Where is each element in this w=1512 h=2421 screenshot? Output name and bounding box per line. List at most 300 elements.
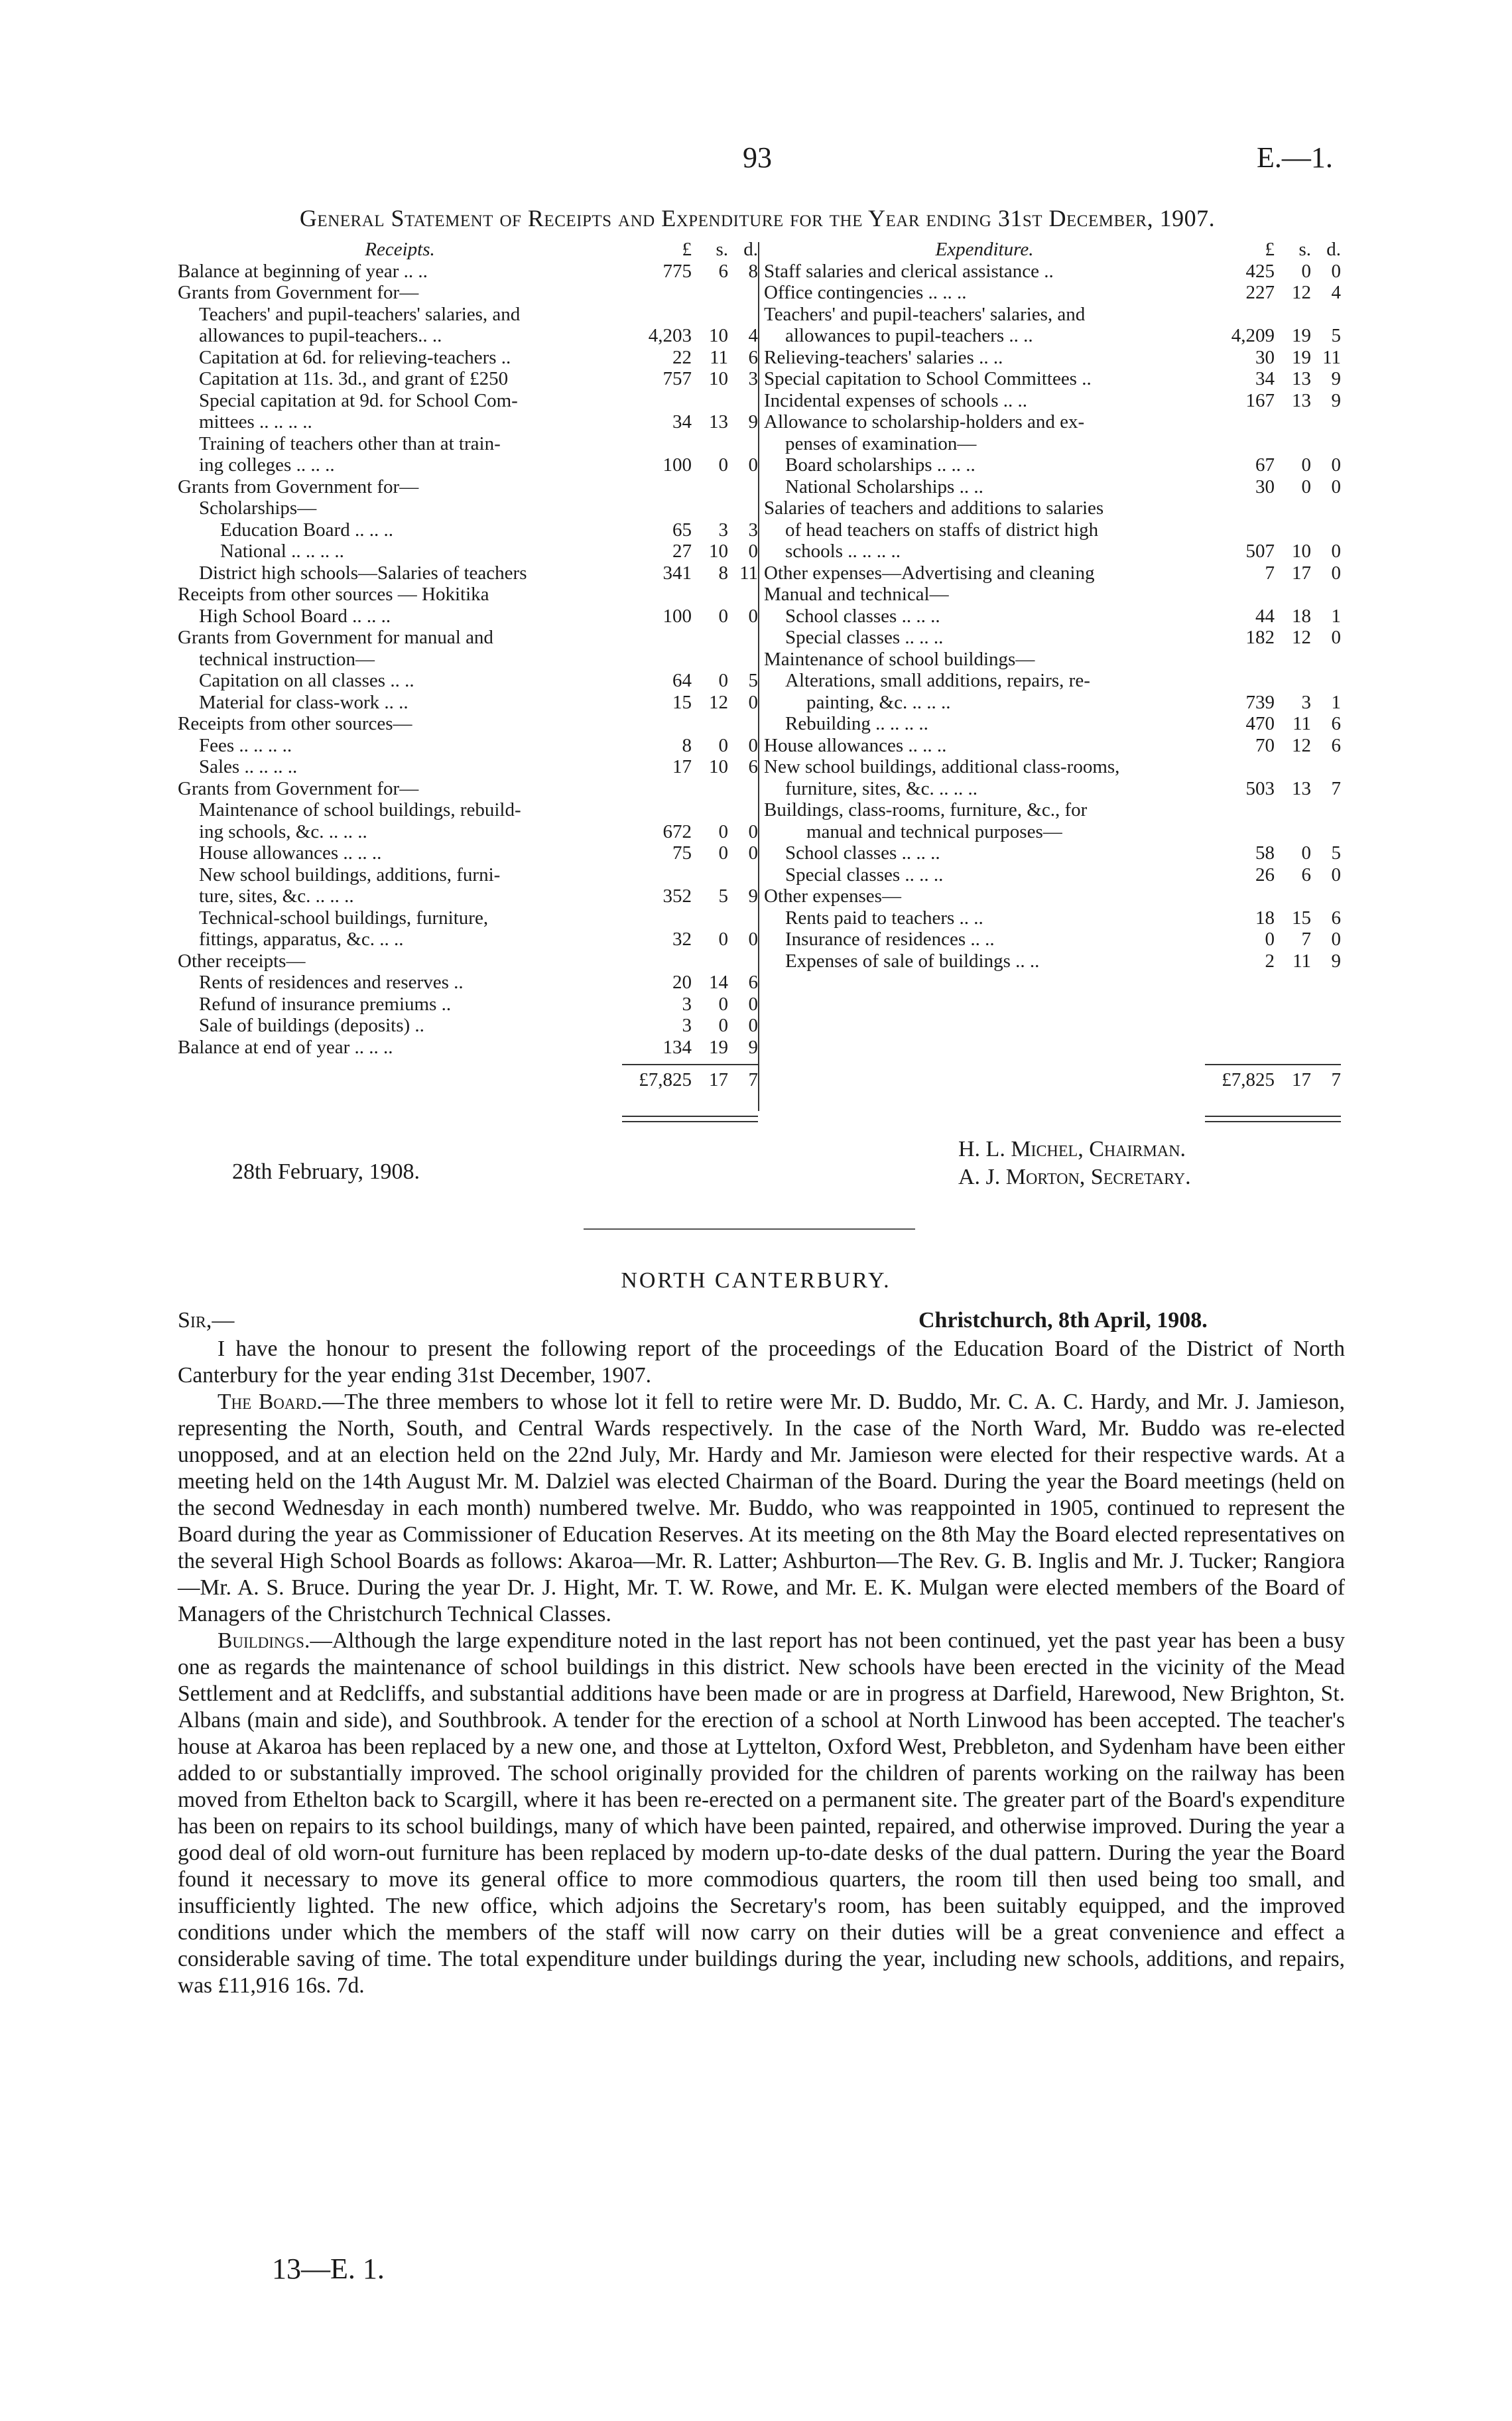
ledger-label: Technical-school buildings, furniture,	[199, 907, 489, 929]
amount-pounds: 17	[672, 756, 692, 777]
amount-shillings: 10	[709, 541, 728, 562]
paragraph-text: I have the honour to present the following report of the proceedings of the Education Board of the District of North Canterbury for the year ending 31st December, 1907.	[178, 1337, 1345, 1388]
amount-pounds: 34	[1255, 368, 1275, 389]
secretary-signature: A. J. Morton, Secretary.	[958, 1165, 1191, 1189]
amount-pence: 9	[748, 1036, 758, 1058]
amount-pence: 0	[748, 691, 758, 713]
ledger-label: Rents paid to teachers .. ..	[785, 907, 983, 929]
total-pence: 7	[748, 1069, 758, 1090]
ledger-row	[178, 454, 758, 476]
ledger-row	[764, 713, 1341, 735]
ledger-label: Sales .. .. .. ..	[199, 756, 298, 777]
ledger-row	[764, 562, 1341, 584]
paragraph-text: —The three members to whose lot it fell to retire were Mr. D. Buddo, Mr. C. A. C. Hardy, and Mr. J. Jamieson, representing the North, South, and Central Wards respectively. In the case of the North Ward, Mr. Buddo was re-elected unopposed, and at an election held on the 22nd July, Mr. Hardy and Mr. Jamieson were elected for their respective wards. At a meeting held on the 14th August Mr. M. Dalziel was elected Chairman of the Board. During the year the Board meetings (held on the second Wednesday in each month) numbered twelve. Mr. Buddo, who was reappointed in 1905, continued to represent the Board during the year as Commissioner of Education Reserves. At its meeting on the 8th May the Board elected representatives on the several High School Boards as follows: Akaroa—Mr. R. Latter; Ashburton—The Rev. G. B. Inglis and Mr. J. Tucker; Rangiora—Mr. A. S. Bruce. During the year Dr. J. Hight, Mr. T. W. Rowe, and Mr. E. K. Mulgan were elected members of the Board of Managers of the Christchurch Technical Classes.	[178, 1390, 1345, 1626]
amount-shillings: 8	[718, 562, 728, 584]
amount-pounds: 22	[672, 346, 692, 368]
amount-shillings: 13	[709, 411, 728, 432]
paragraph-lead: Buildings.	[218, 1628, 310, 1653]
amount-pence: 8	[748, 260, 758, 282]
amount-pounds: 341	[662, 562, 692, 584]
amount-pence: 0	[1331, 627, 1341, 648]
shillings-header: s.	[1298, 239, 1311, 260]
expenditure-rows	[764, 261, 1341, 972]
ledger-label: allowances to pupil-teachers.. ..	[199, 325, 442, 346]
amount-shillings: 10	[709, 325, 728, 346]
amount-pounds: 167	[1245, 389, 1275, 411]
amount-pence: 0	[1331, 260, 1341, 282]
letter-dateline: Christchurch, 8th April, 1908.	[918, 1308, 1208, 1333]
amount-shillings: 17	[1292, 562, 1311, 584]
report-body	[178, 1336, 1345, 1999]
amount-pence: 0	[748, 929, 758, 950]
expenditure-total-rule	[1205, 1064, 1341, 1065]
amount-shillings: 11	[710, 346, 728, 368]
amount-pence: 6	[748, 346, 758, 368]
ledger-row	[178, 972, 758, 994]
ledger-label: Alterations, small additions, repairs, re-	[785, 670, 1090, 691]
paragraph-text: —Although the large expenditure noted in the last report has not been continued, yet the past year has been a busy one as regards the maintenance of school buildings in this district. New schools have been erected in the vicinity of the Mead Settlement and at Redcliffs, and substantial additions have been made or are in progress at Darfield, Harewood, New Brighton, St. Albans (main and side), and Southbrook. A tender for the erection of a school at North Linwood has been accepted. The teacher's house at Akaroa has been replaced by a new one, and those at Lyttelton, Oxford West, Prebbleton, and Sydenham have been either added to or substantially improved. The school originally provided for the children of parents working on the railway has been moved from Ethelton back to Scargill, where it has been re-erected on a permanent site. The greater part of the Board's expenditure has been on repairs to its school buildings, many of which have been painted, repaired, and otherwise improved. During the year a good deal of old worn-out furniture has been replaced by modern up-to-date desks of the dual pattern. During the year the Board found it necessary to move its general office to more commodious quarters, the room till then used being too small, and insufficiently lighted. The new office, which adjoins the Secretary's room, has been suitably equipped, and the improved conditions under which the members of the staff will now carry on their duties will be a great convenience and effect a considerable saving of time. The total expenditure under buildings during the year, including new schools, additions, and repairs, was £11,916 16s. 7d.	[178, 1628, 1345, 1998]
amount-shillings: 0	[1301, 476, 1311, 497]
ledger-row	[178, 627, 758, 649]
page-reference: E.—1.	[1257, 141, 1333, 174]
amount-pence: 4	[1331, 282, 1341, 303]
ledger-row	[178, 929, 758, 950]
ledger-label: schools .. .. .. ..	[785, 541, 901, 562]
amount-pence: 7	[1331, 777, 1341, 799]
expenditure-column	[764, 239, 1341, 972]
amount-pence: 1	[1331, 605, 1341, 627]
ledger-label: Capitation at 11s. 3d., and grant of £250	[199, 368, 509, 389]
ledger-row	[178, 304, 758, 326]
amount-pence: 3	[748, 519, 758, 541]
signature-block	[958, 1136, 1191, 1191]
amount-shillings: 12	[1292, 627, 1311, 648]
ledger-row	[764, 735, 1341, 757]
amount-pounds: 67	[1255, 454, 1275, 476]
ledger-label: Expenses of sale of buildings .. ..	[785, 950, 1040, 972]
ledger-label: Salaries of teachers and additions to salaries	[764, 497, 1104, 519]
ledger-label: Fees .. .. .. ..	[199, 734, 292, 756]
ledger-label: Board scholarships .. .. ..	[785, 454, 976, 476]
amount-pence: 5	[748, 670, 758, 691]
amount-pence: 6	[748, 756, 758, 777]
ledger-label: Staff salaries and clerical assistance ..	[764, 260, 1054, 282]
ledger-label: Special capitation to School Committees ..	[764, 368, 1092, 389]
ledger-row	[178, 584, 758, 606]
ledger-label: Special classes .. .. ..	[785, 627, 944, 648]
section-heading: NORTH CANTERBURY.	[621, 1268, 891, 1293]
ledger-row	[764, 497, 1341, 519]
ledger-row	[178, 411, 758, 433]
amount-pounds: 100	[662, 605, 692, 627]
amount-pounds: 64	[672, 670, 692, 691]
ledger-label: Sale of buildings (deposits) ..	[199, 1015, 424, 1036]
ledger-label: New school buildings, additional class-rooms,	[764, 756, 1120, 777]
total-pence: 7	[1331, 1069, 1341, 1090]
amount-pounds: 4,209	[1231, 325, 1275, 346]
amount-shillings: 13	[1292, 777, 1311, 799]
pounds-header: £	[682, 239, 692, 260]
ledger-row	[178, 368, 758, 390]
amount-pence: 0	[748, 820, 758, 842]
amount-shillings: 0	[718, 1015, 728, 1036]
amount-shillings: 0	[718, 820, 728, 842]
amount-shillings: 11	[1292, 713, 1311, 734]
amount-pounds: 30	[1255, 346, 1275, 368]
ledger-label: Special capitation at 9d. for School Com-	[199, 389, 518, 411]
amount-shillings: 7	[1301, 929, 1311, 950]
ledger-row	[764, 454, 1341, 476]
receipts-double-rule	[622, 1116, 758, 1117]
ledger-label: Capitation at 6d. for relieving-teachers ..	[199, 346, 511, 368]
ledger-label: fittings, apparatus, &c. .. ..	[199, 929, 404, 950]
ledger-label: Receipts from other sources—	[178, 713, 412, 734]
amount-pence: 6	[1331, 713, 1341, 734]
ledger-row	[178, 756, 758, 778]
ledger-row	[178, 476, 758, 498]
amount-pounds: 182	[1245, 627, 1275, 648]
ledger-label: House allowances .. .. ..	[199, 842, 382, 864]
ledger-label: technical instruction—	[199, 648, 375, 670]
ledger-row	[178, 735, 758, 757]
ledger-row	[764, 778, 1341, 800]
amount-pence: 5	[1331, 325, 1341, 346]
ledger-label: Training of teachers other than at train-	[199, 432, 501, 454]
ledger-label: Other expenses—Advertising and cleaning	[764, 562, 1095, 584]
ledger-row	[178, 433, 758, 455]
amount-shillings: 18	[1292, 605, 1311, 627]
amount-pounds: 30	[1255, 476, 1275, 497]
amount-pounds: 0	[1265, 929, 1275, 950]
amount-shillings: 3	[1301, 691, 1311, 713]
amount-pounds: 26	[1255, 864, 1275, 885]
amount-shillings: 19	[1292, 325, 1311, 346]
amount-pence: 0	[748, 734, 758, 756]
amount-pounds: 775	[662, 260, 692, 282]
ledger-row	[764, 519, 1341, 541]
shillings-header: s.	[716, 239, 728, 260]
ledger-label: Grants from Government for—	[178, 777, 419, 799]
expenditure-header	[764, 239, 1341, 261]
ledger-label: Maintenance of school buildings, rebuild-	[199, 799, 521, 820]
ledger-label: House allowances .. .. ..	[764, 734, 947, 756]
ledger-row	[764, 649, 1341, 671]
expenditure-heading: Expenditure.	[935, 239, 1034, 260]
page-number: 93	[743, 141, 772, 174]
amount-shillings: 13	[1292, 368, 1311, 389]
ledger-row	[178, 778, 758, 800]
total-shillings: 17	[1292, 1069, 1311, 1090]
ledger-row	[764, 950, 1341, 972]
amount-shillings: 3	[718, 519, 728, 541]
ledger-label: ing schools, &c. .. .. ..	[199, 820, 367, 842]
amount-pence: 0	[748, 605, 758, 627]
pence-header: d.	[1326, 239, 1341, 260]
ledger-label: Receipts from other sources — Hokitika	[178, 584, 489, 605]
amount-shillings: 6	[718, 260, 728, 282]
ledger-row	[764, 627, 1341, 649]
ledger-label: Special classes .. .. ..	[785, 864, 944, 885]
amount-shillings: 0	[718, 993, 728, 1015]
ledger-label: Rents of residences and reserves ..	[199, 972, 464, 993]
amount-pence: 0	[748, 993, 758, 1015]
amount-pounds: 20	[672, 972, 692, 993]
amount-pence: 5	[1331, 842, 1341, 864]
ledger-row	[764, 411, 1341, 433]
amount-pence: 1	[1331, 691, 1341, 713]
amount-shillings: 0	[718, 454, 728, 476]
ledger-row	[178, 519, 758, 541]
amount-shillings: 12	[1292, 734, 1311, 756]
ledger-row	[178, 390, 758, 412]
ledger-label: Material for class-work .. ..	[199, 691, 409, 713]
ledger-row	[764, 282, 1341, 304]
ledger-row	[764, 541, 1341, 562]
ledger-label: Grants from Government for manual and	[178, 627, 493, 648]
ledger-label: ing colleges .. .. ..	[199, 454, 335, 476]
ledger-label: Incidental expenses of schools .. ..	[764, 389, 1028, 411]
amount-pence: 0	[1331, 864, 1341, 885]
amount-pence: 6	[1331, 907, 1341, 929]
ledger-label: manual and technical purposes—	[806, 820, 1062, 842]
amount-shillings: 0	[1301, 260, 1311, 282]
amount-pounds: 739	[1245, 691, 1275, 713]
footer-signature-mark: 13—E. 1.	[272, 2253, 385, 2285]
ledger-label: ture, sites, &c. .. .. ..	[199, 885, 354, 907]
ledger-label: National Scholarships .. ..	[785, 476, 983, 497]
signature-date: 28th February, 1908.	[232, 1159, 420, 1184]
pence-header: d.	[743, 239, 758, 260]
receipts-double-rule-2	[622, 1121, 758, 1122]
ledger-row	[178, 1015, 758, 1037]
amount-shillings: 0	[718, 605, 728, 627]
paragraph-buildings	[178, 1628, 1345, 1999]
ledger-row	[764, 433, 1341, 455]
amount-shillings: 14	[709, 972, 728, 993]
amount-shillings: 0	[718, 842, 728, 864]
amount-pounds: 507	[1245, 541, 1275, 562]
total-pounds: £7,825	[1222, 1069, 1275, 1090]
amount-pounds: 100	[662, 454, 692, 476]
amount-shillings: 0	[1301, 454, 1311, 476]
ledger-row	[178, 282, 758, 304]
amount-pounds: 7	[1265, 562, 1275, 584]
column-divider	[758, 242, 759, 1111]
expenditure-total	[1205, 1069, 1341, 1091]
ledger-row	[178, 562, 758, 584]
amount-pounds: 672	[662, 820, 692, 842]
ledger-row	[764, 885, 1341, 907]
ledger-row	[764, 842, 1341, 864]
amount-pence: 0	[1331, 476, 1341, 497]
amount-pence: 3	[748, 368, 758, 389]
expenditure-double-rule-2	[1205, 1121, 1341, 1122]
amount-pounds: 65	[672, 519, 692, 541]
ledger-label: National .. .. .. ..	[220, 541, 344, 562]
amount-pounds: 134	[662, 1036, 692, 1058]
ledger-row	[764, 756, 1341, 778]
receipts-header	[178, 239, 758, 261]
ledger-label: District high schools—Salaries of teachers	[199, 562, 527, 584]
ledger-row	[178, 821, 758, 843]
ledger-row	[178, 799, 758, 821]
ledger-row	[764, 929, 1341, 950]
amount-pounds: 32	[672, 929, 692, 950]
amount-pence: 0	[748, 1015, 758, 1036]
ledger-label: allowances to pupil-teachers .. ..	[785, 325, 1033, 346]
amount-pence: 0	[748, 541, 758, 562]
receipts-column	[178, 239, 758, 1058]
amount-pence: 0	[1331, 929, 1341, 950]
ledger-label: High School Board .. .. ..	[199, 605, 391, 627]
amount-shillings: 15	[1292, 907, 1311, 929]
ledger-label: Capitation on all classes .. ..	[199, 670, 414, 691]
ledger-row	[178, 994, 758, 1015]
amount-shillings: 12	[709, 691, 728, 713]
ledger-row	[178, 713, 758, 735]
amount-pounds: 3	[682, 993, 692, 1015]
ledger-row	[178, 842, 758, 864]
ledger-row	[764, 821, 1341, 843]
amount-pounds: 58	[1255, 842, 1275, 864]
ledger-row	[178, 864, 758, 886]
ledger-label: Balance at end of year .. .. ..	[178, 1036, 393, 1058]
amount-shillings: 0	[718, 929, 728, 950]
statement-title: General Statement of Receipts and Expenditure for the Year ending 31st December, 1907.	[299, 205, 1216, 231]
amount-pounds: 227	[1245, 282, 1275, 303]
amount-pounds: 3	[682, 1015, 692, 1036]
ledger-label: painting, &c. .. .. ..	[806, 691, 951, 713]
ledger-label: Allowance to scholarship-holders and ex-	[764, 411, 1085, 432]
ledger-label: Teachers' and pupil-teachers' salaries, and	[199, 303, 521, 325]
amount-shillings: 5	[718, 885, 728, 907]
amount-pence: 6	[748, 972, 758, 993]
amount-shillings: 0	[718, 734, 728, 756]
ledger-label: Manual and technical—	[764, 584, 949, 605]
amount-pence: 9	[748, 885, 758, 907]
ledger-row	[178, 885, 758, 907]
total-pounds: £7,825	[639, 1069, 692, 1090]
amount-pounds: 470	[1245, 713, 1275, 734]
amount-shillings: 0	[718, 670, 728, 691]
receipts-total	[622, 1069, 758, 1091]
amount-pounds: 44	[1255, 605, 1275, 627]
ledger-row	[178, 1037, 758, 1059]
ledger-label: Scholarships—	[199, 497, 317, 519]
paragraph-intro	[178, 1336, 1345, 1389]
amount-shillings: 6	[1301, 864, 1311, 885]
ledger-label: School classes .. .. ..	[785, 605, 940, 627]
ledger-row	[178, 692, 758, 714]
amount-pence: 9	[1331, 389, 1341, 411]
amount-pence: 6	[1331, 734, 1341, 756]
ledger-label: Buildings, class-rooms, furniture, &c., for	[764, 799, 1088, 820]
amount-shillings: 19	[1292, 346, 1311, 368]
amount-shillings: 0	[1301, 842, 1311, 864]
ledger-row	[764, 606, 1341, 627]
amount-pounds: 425	[1245, 260, 1275, 282]
amount-shillings: 11	[1292, 950, 1311, 972]
ledger-row	[764, 390, 1341, 412]
amount-pounds: 70	[1255, 734, 1275, 756]
ledger-row	[178, 261, 758, 283]
ledger-label: Rebuilding .. .. .. ..	[785, 713, 928, 734]
amount-pence: 0	[1331, 562, 1341, 584]
ledger-label: Other expenses—	[764, 885, 901, 907]
receipts-heading: Receipts.	[365, 239, 435, 260]
amount-pence: 11	[739, 562, 758, 584]
pounds-header: £	[1265, 239, 1275, 260]
amount-shillings: 10	[709, 756, 728, 777]
ledger-label: penses of examination—	[785, 432, 977, 454]
total-shillings: 17	[709, 1069, 728, 1090]
amount-pounds: 757	[662, 368, 692, 389]
ledger-label: Teachers' and pupil-teachers' salaries, and	[764, 303, 1086, 325]
amount-shillings: 10	[709, 368, 728, 389]
amount-pence: 9	[1331, 368, 1341, 389]
amount-pounds: 4,203	[648, 325, 692, 346]
ledger-row	[764, 692, 1341, 714]
section-divider	[584, 1228, 915, 1230]
amount-shillings: 19	[709, 1036, 728, 1058]
ledger-row	[764, 670, 1341, 692]
amount-pounds: 34	[672, 411, 692, 432]
ledger-row	[178, 907, 758, 929]
amount-shillings: 10	[1292, 541, 1311, 562]
amount-pence: 0	[748, 454, 758, 476]
amount-pence: 0	[1331, 454, 1341, 476]
amount-pence: 11	[1322, 346, 1341, 368]
amount-pounds: 75	[672, 842, 692, 864]
amount-pounds: 8	[682, 734, 692, 756]
ledger-row	[764, 304, 1341, 326]
ledger-label: Refund of insurance premiums ..	[199, 993, 452, 1015]
amount-pence: 0	[748, 842, 758, 864]
ledger-label: School classes .. .. ..	[785, 842, 940, 864]
ledger-label: Grants from Government for—	[178, 476, 419, 497]
ledger-row	[764, 864, 1341, 886]
ledger-row	[764, 799, 1341, 821]
ledger-row	[764, 368, 1341, 390]
expenditure-double-rule	[1205, 1116, 1341, 1117]
ledger-label: mittees .. .. .. ..	[199, 411, 312, 432]
amount-pence: 9	[748, 411, 758, 432]
ledger-label: of head teachers on staffs of district high	[785, 519, 1099, 541]
ledger-label: Balance at beginning of year .. ..	[178, 260, 428, 282]
receipts-total-rule	[622, 1064, 758, 1065]
ledger-row	[764, 347, 1341, 369]
ledger-row	[178, 606, 758, 627]
paragraph-board	[178, 1389, 1345, 1628]
ledger-row	[764, 584, 1341, 606]
ledger-row	[764, 907, 1341, 929]
ledger-label: Grants from Government for—	[178, 282, 419, 303]
ledger-label: Insurance of residences .. ..	[785, 929, 995, 950]
ledger-label: Education Board .. .. ..	[220, 519, 393, 541]
amount-pence: 0	[1331, 541, 1341, 562]
ledger-label: Other receipts—	[178, 950, 306, 972]
amount-pence: 4	[748, 325, 758, 346]
ledger-row	[178, 347, 758, 369]
amount-pounds: 2	[1265, 950, 1275, 972]
receipts-rows	[178, 261, 758, 1059]
ledger-row	[178, 497, 758, 519]
amount-pounds: 503	[1245, 777, 1275, 799]
amount-pounds: 15	[672, 691, 692, 713]
ledger-row	[178, 541, 758, 562]
amount-pence: 9	[1331, 950, 1341, 972]
ledger-row	[764, 325, 1341, 347]
